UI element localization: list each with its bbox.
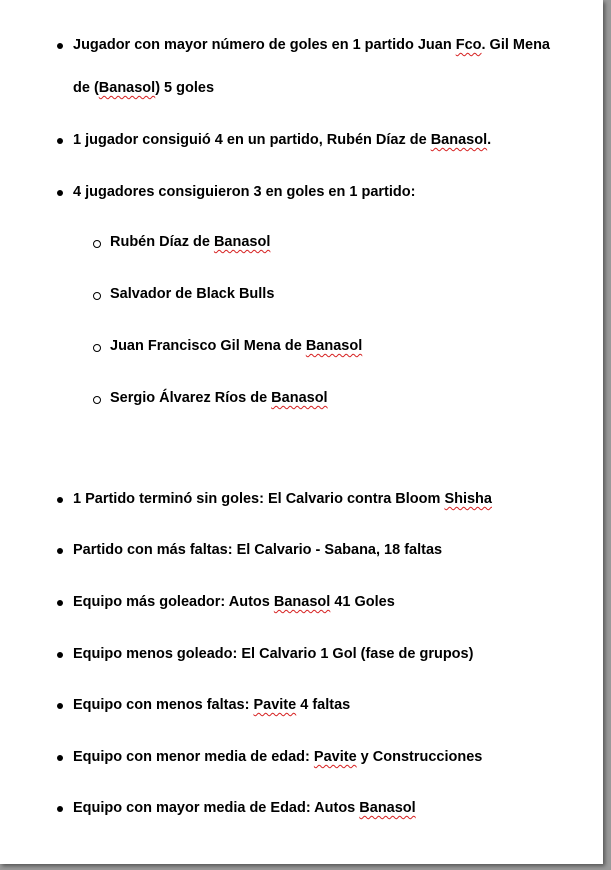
circle-bullet-icon xyxy=(93,396,101,404)
spelling-flagged-word: Pavite xyxy=(313,749,357,765)
list-item xyxy=(73,37,550,53)
spelling-flagged-word: Shisha xyxy=(444,491,492,507)
list-item xyxy=(73,800,416,816)
bullet-icon xyxy=(57,138,63,144)
spelling-flagged-word: Banasol xyxy=(273,594,331,610)
circle-bullet-icon xyxy=(93,292,101,300)
text-segment: Juan Francisco Gil Mena de xyxy=(110,338,306,354)
text-segment: Sergio Álvarez Ríos de xyxy=(110,390,272,406)
sub-list-item xyxy=(110,338,362,354)
spelling-flagged-word: Banasol xyxy=(305,338,363,354)
bullet-icon xyxy=(57,806,63,812)
bullet-icon xyxy=(57,600,63,606)
list-item xyxy=(73,594,395,610)
list-item xyxy=(73,542,442,558)
sub-list-item xyxy=(110,234,270,250)
spelling-flagged-word: Banasol xyxy=(430,132,488,148)
text-segment: Rubén Díaz de xyxy=(110,234,214,250)
text-segment: Equipo menos goleado: El Calvario 1 Gol (fase de grupos) xyxy=(73,646,474,662)
spelling-flagged-word: Banasol xyxy=(271,390,328,406)
spelling-flagged-word: Banasol xyxy=(359,800,416,816)
spelling-flagged-word: Banasol xyxy=(213,234,271,250)
list-item xyxy=(73,646,473,662)
text-segment: . xyxy=(487,132,492,148)
text-segment: 4 jugadores consiguieron 3 en goles en 1 partido: xyxy=(73,184,416,200)
text-segment: 1 jugador consiguió 4 en un partido, Rubén Díaz de xyxy=(73,132,431,148)
text-segment: 41 Goles xyxy=(330,594,395,610)
text-segment: 1 Partido terminó sin goles: El Calvario contra Bloom xyxy=(73,491,445,507)
list-item xyxy=(73,132,491,148)
text-segment: Salvador de Black Bulls xyxy=(110,286,275,302)
text-segment: Equipo con menos faltas: xyxy=(73,697,254,713)
spelling-flagged-word: Banasol xyxy=(98,80,156,96)
list-item xyxy=(73,749,482,765)
text-segment: 4 faltas xyxy=(296,697,351,713)
sub-list-item xyxy=(110,286,274,302)
bullet-icon xyxy=(57,652,63,658)
list-item xyxy=(73,184,415,200)
circle-bullet-icon xyxy=(93,240,101,248)
text-segment: Partido con más faltas: El Calvario - Sabana, 18 faltas xyxy=(73,542,443,558)
list-item xyxy=(73,697,350,713)
bullet-icon xyxy=(57,43,63,49)
text-segment: Equipo con mayor media de Edad: Autos xyxy=(73,800,360,816)
spelling-flagged-word: Pavite xyxy=(253,697,297,713)
list-item-continuation xyxy=(73,80,214,96)
bullet-icon xyxy=(57,548,63,554)
sub-list-item xyxy=(110,390,328,406)
bullet-icon xyxy=(57,755,63,761)
text-segment: Jugador con mayor número de goles en 1 partido Juan xyxy=(73,37,456,53)
text-segment: . Gil Mena xyxy=(481,37,550,53)
list-item xyxy=(73,491,492,507)
bullet-icon xyxy=(57,703,63,709)
bullet-icon xyxy=(57,190,63,196)
circle-bullet-icon xyxy=(93,344,101,352)
bullet-icon xyxy=(57,497,63,503)
spelling-flagged-word: Fco xyxy=(455,37,482,53)
text-segment: de ( xyxy=(73,80,99,96)
text-segment: Equipo más goleador: Autos xyxy=(73,594,274,610)
text-segment: Equipo con menor media de edad: xyxy=(73,749,314,765)
text-segment: ) 5 goles xyxy=(155,80,215,96)
text-segment: y Construcciones xyxy=(356,749,483,765)
